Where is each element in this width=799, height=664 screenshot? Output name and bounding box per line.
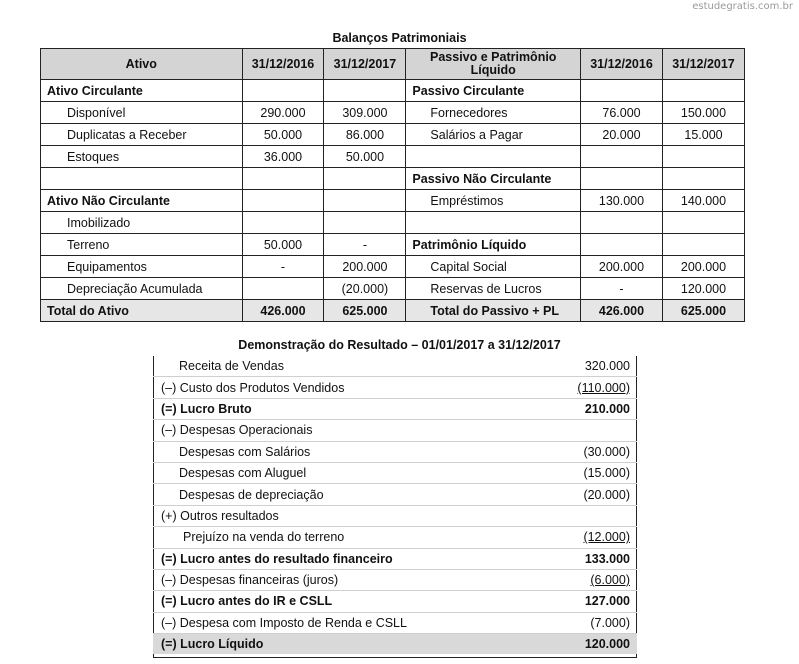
- passivo-2017: 15.000: [662, 124, 744, 146]
- dre-label: Despesas de depreciação: [153, 484, 503, 505]
- table-row: [153, 377, 637, 398]
- dre-value: (30.000): [503, 441, 637, 462]
- balanco-header-row: [41, 49, 745, 80]
- ativo-2017: 50.000: [324, 146, 406, 168]
- header-passivo-2017: 31/12/2017: [662, 49, 744, 80]
- dre-title: Demonstração do Resultado – 01/01/2017 a 31/12/2017: [238, 338, 561, 352]
- dre-label: (–) Custo dos Produtos Vendidos: [153, 377, 503, 398]
- passivo-2017: 140.000: [662, 190, 744, 212]
- header-ativo-2017: 31/12/2017: [324, 49, 406, 80]
- balanco-table: [40, 48, 745, 322]
- ativo-2016: -: [242, 256, 324, 278]
- total-row: [41, 300, 745, 322]
- total-ativo-2017: 625.000: [324, 300, 406, 322]
- passivo-2017: [662, 146, 744, 168]
- passivo-label: Salários a Pagar: [406, 124, 581, 146]
- table-row: [41, 80, 745, 102]
- passivo-2016: [581, 234, 663, 256]
- table-row: [153, 569, 637, 590]
- final-row: [153, 634, 637, 655]
- ativo-2016: 50.000: [242, 124, 324, 146]
- table-row: [41, 256, 745, 278]
- table-row: [41, 212, 745, 234]
- passivo-label: Passivo Não Circulante: [406, 168, 581, 190]
- dre-label: (–) Despesas Operacionais: [153, 420, 503, 441]
- passivo-2016: 130.000: [581, 190, 663, 212]
- ativo-2017: [324, 80, 406, 102]
- table-row: [153, 527, 637, 548]
- dre-label: Despesas com Aluguel: [153, 462, 503, 483]
- table-row: [153, 612, 637, 633]
- table-row: [153, 548, 637, 569]
- table-row: [41, 190, 745, 212]
- passivo-label: Reservas de Lucros: [406, 278, 581, 300]
- passivo-2016: -: [581, 278, 663, 300]
- dre-label: (+) Outros resultados: [153, 505, 503, 526]
- passivo-2017: [662, 234, 744, 256]
- ativo-2016: [242, 278, 324, 300]
- dre-value-text: (6.000): [590, 573, 630, 588]
- table-row: [153, 484, 637, 505]
- passivo-label: Passivo Circulante: [406, 80, 581, 102]
- dre-label: (=) Lucro antes do resultado financeiro: [153, 548, 503, 569]
- table-row: [153, 420, 637, 441]
- ativo-2016: 36.000: [242, 146, 324, 168]
- passivo-2016: 20.000: [581, 124, 663, 146]
- dre-value: [503, 420, 637, 441]
- ativo-label: Disponível: [41, 102, 243, 124]
- passivo-label: Patrimônio Líquido: [406, 234, 581, 256]
- ativo-label: Terreno: [41, 234, 243, 256]
- table-row: [153, 441, 637, 462]
- dre-value-text: (12.000): [583, 530, 630, 545]
- ativo-label: Imobilizado: [41, 212, 243, 234]
- passivo-2016: [581, 212, 663, 234]
- dre-value: 127.000: [503, 591, 637, 612]
- table-row: [153, 462, 637, 483]
- dre-value: (7.000): [503, 612, 637, 633]
- dre-value: 120.000: [503, 634, 637, 655]
- dre-value: 320.000: [503, 356, 637, 377]
- passivo-label: Empréstimos: [406, 190, 581, 212]
- ativo-2016: [242, 190, 324, 212]
- table-row: [41, 102, 745, 124]
- ativo-label: Ativo Circulante: [41, 80, 243, 102]
- passivo-2016: 200.000: [581, 256, 663, 278]
- passivo-2016: [581, 80, 663, 102]
- ativo-label: Estoques: [41, 146, 243, 168]
- table-row: [153, 505, 637, 526]
- ativo-2016: [242, 212, 324, 234]
- ativo-2017: [324, 212, 406, 234]
- total-ativo-label: Total do Ativo: [41, 300, 243, 322]
- ativo-2016: 290.000: [242, 102, 324, 124]
- dre-value-text: (110.000): [577, 380, 630, 395]
- passivo-2017: 150.000: [662, 102, 744, 124]
- dre-label: Prejuízo na venda do terreno: [153, 527, 503, 548]
- ativo-2017: 309.000: [324, 102, 406, 124]
- dre-value: [503, 505, 637, 526]
- table-row: [153, 356, 637, 377]
- dre-value: (20.000): [503, 484, 637, 505]
- dre-value: [503, 377, 637, 398]
- dre-label: (=) Lucro Líquido: [153, 634, 503, 655]
- dre-label: (–) Despesa com Imposto de Renda e CSLL: [153, 612, 503, 633]
- passivo-label: [406, 146, 581, 168]
- passivo-2017: [662, 212, 744, 234]
- passivo-label: Capital Social: [406, 256, 581, 278]
- table-row: [153, 591, 637, 612]
- passivo-2016: 76.000: [581, 102, 663, 124]
- table-row: [41, 234, 745, 256]
- ativo-label: Depreciação Acumulada: [41, 278, 243, 300]
- ativo-label: [41, 168, 243, 190]
- passivo-2017: [662, 168, 744, 190]
- header-passivo-2016: 31/12/2016: [581, 49, 663, 80]
- ativo-2016: [242, 80, 324, 102]
- passivo-2017: 120.000: [662, 278, 744, 300]
- dre-label: (=) Lucro Bruto: [153, 398, 503, 419]
- header-passivo: Passivo e Patrimônio Líquido: [406, 49, 581, 80]
- total-passivo-2017: 625.000: [662, 300, 744, 322]
- total-ativo-2016: 426.000: [242, 300, 324, 322]
- table-row: [41, 146, 745, 168]
- dre-value: 133.000: [503, 548, 637, 569]
- dre-table: [153, 356, 637, 654]
- ativo-2017: [324, 190, 406, 212]
- watermark: estudegratis.com.br: [692, 1, 793, 12]
- ativo-2017: (20.000): [324, 278, 406, 300]
- table-row: [41, 124, 745, 146]
- dre-value: [503, 527, 637, 548]
- total-passivo-label: Total do Passivo + PL: [406, 300, 581, 322]
- table-row: [41, 278, 745, 300]
- ativo-label: Equipamentos: [41, 256, 243, 278]
- total-passivo-2016: 426.000: [581, 300, 663, 322]
- dre-value: [503, 569, 637, 590]
- ativo-2017: 200.000: [324, 256, 406, 278]
- ativo-2017: -: [324, 234, 406, 256]
- passivo-label: [406, 212, 581, 234]
- dre-label: Despesas com Salários: [153, 441, 503, 462]
- passivo-2017: [662, 80, 744, 102]
- ativo-2017: 86.000: [324, 124, 406, 146]
- ativo-2016: [242, 168, 324, 190]
- dre-value: 210.000: [503, 398, 637, 419]
- ativo-label: Ativo Não Circulante: [41, 190, 243, 212]
- table-row: [153, 398, 637, 419]
- dre-label: (–) Despesas financeiras (juros): [153, 569, 503, 590]
- table-row: [41, 168, 745, 190]
- passivo-label: Fornecedores: [406, 102, 581, 124]
- dre-label: Receita de Vendas: [153, 356, 503, 377]
- header-ativo-2016: 31/12/2016: [242, 49, 324, 80]
- passivo-2016: [581, 168, 663, 190]
- ativo-2016: 50.000: [242, 234, 324, 256]
- ativo-2017: [324, 168, 406, 190]
- balanco-title: Balanços Patrimoniais: [332, 31, 467, 45]
- passivo-2016: [581, 146, 663, 168]
- ativo-label: Duplicatas a Receber: [41, 124, 243, 146]
- dre-value: (15.000): [503, 462, 637, 483]
- header-ativo: Ativo: [41, 49, 243, 80]
- dre-label: (=) Lucro antes do IR e CSLL: [153, 591, 503, 612]
- passivo-2017: 200.000: [662, 256, 744, 278]
